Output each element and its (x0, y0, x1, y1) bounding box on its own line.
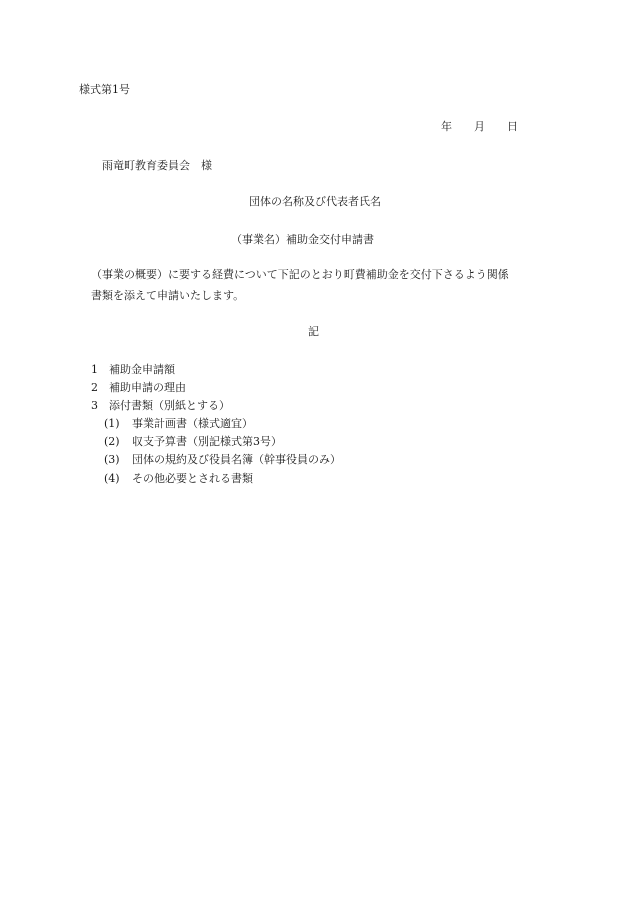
date-line (441, 120, 518, 134)
list-item (91, 381, 186, 395)
attachment-text: 事業計画書（様式適宜） (132, 417, 253, 430)
list-item-number: 1 (91, 363, 98, 376)
attachment-number: (4) (104, 472, 120, 485)
body-text-line-1: （事業の概要）に要する経費について下記のとおり町費補助金を交付下さるよう関係 (91, 268, 509, 281)
list-item-number: 3 (91, 399, 98, 412)
attachment-number: (1) (104, 417, 120, 430)
attachment-number: (2) (104, 435, 120, 448)
attachment-text: その他必要とされる書類 (132, 472, 253, 485)
list-item-text: 補助金申請額 (109, 363, 175, 376)
attachment-number: (3) (104, 453, 120, 466)
organization-label: 団体の名称及び代表者氏名 (249, 195, 381, 208)
list-item-text: 添付書類（別紙とする） (109, 399, 230, 412)
attachment-item (104, 453, 341, 467)
note-heading: 記 (308, 325, 319, 338)
attachment-text: 収支予算書（別記様式第3号） (132, 435, 282, 448)
list-item-text: 補助申請の理由 (109, 381, 186, 394)
form-number: 様式第1号 (79, 83, 130, 96)
list-item (91, 363, 175, 377)
attachment-item (104, 472, 253, 486)
list-item (91, 399, 230, 413)
attachment-text: 団体の規約及び役員名簿（幹事役員のみ） (132, 453, 341, 466)
attachment-item (104, 435, 282, 449)
date-year-label: 年 (441, 120, 452, 133)
date-month-label: 月 (474, 120, 485, 133)
document-title: （事業名）補助金交付申請書 (231, 233, 374, 246)
recipient: 雨竜町教育委員会 様 (102, 159, 212, 172)
list-item-number: 2 (91, 381, 98, 394)
body-text-line-2: 書類を添えて申請いたします。 (91, 289, 245, 302)
attachment-item (104, 417, 253, 431)
date-day-label: 日 (507, 120, 518, 133)
